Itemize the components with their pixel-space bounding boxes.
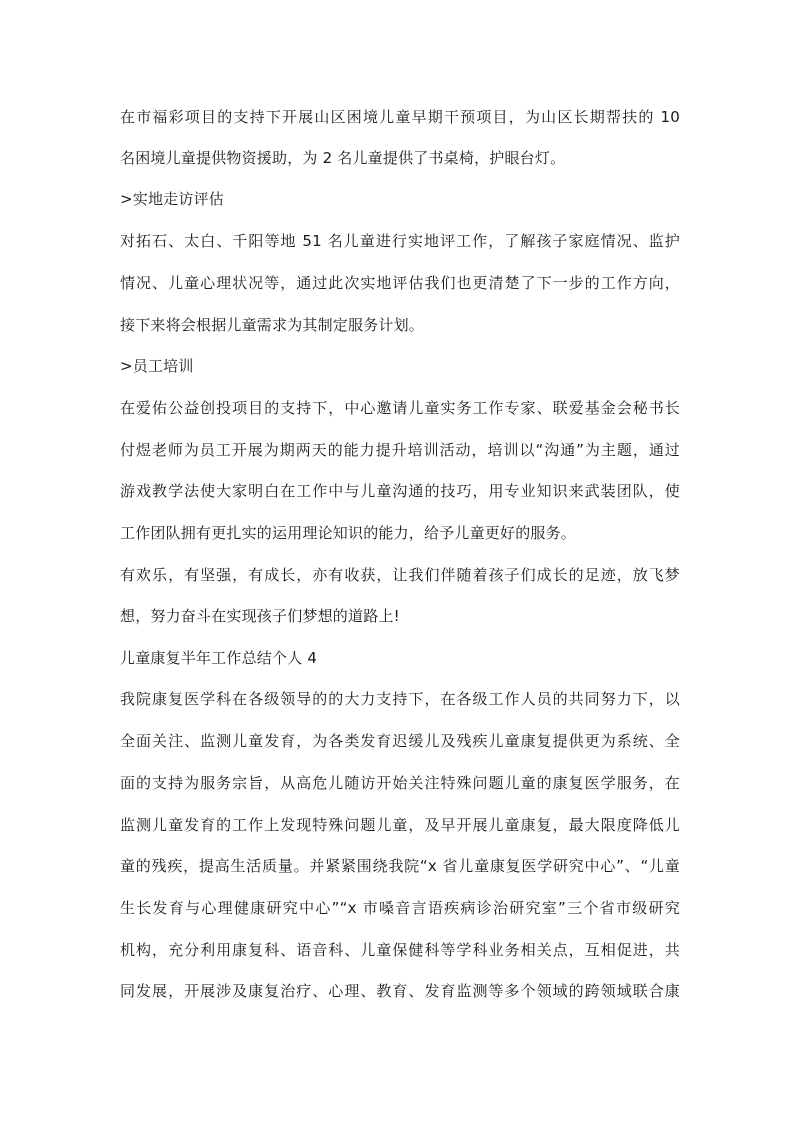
paragraph-line: 机构，充分利用康复科、语音科、儿童保健科等学科业务相关点，互相促进，共 [120,941,680,959]
paragraph-line: 游戏教学法使大家明白在工作中与儿童沟通的技巧，用专业知识来武装团队，使 [120,482,680,500]
paragraph-line: 监测儿童发育的工作上发现特殊问题儿童，及早开展儿童康复，最大限度降低儿 [120,816,680,834]
paragraph-line: 我院康复医学科在各级领导的的大力支持下，在各级工作人员的共同努力下，以 [120,690,680,708]
paragraph-line: 想，努力奋斗在实现孩子们梦想的道路上! [120,607,400,625]
paragraph-line: 全面关注、监测儿童发育，为各类发育迟缓儿及残疾儿童康复提供更为系统、全 [120,732,680,750]
section-heading-field-visit: >实地走访评估 [120,190,224,208]
paragraph-line: 在市福彩项目的支持下开展山区困境儿童早期干预项目，为山区长期帮扶的 10 [120,108,680,126]
section-heading-staff-training: >员工培训 [120,357,194,375]
paragraph-line: 在爱佑公益创投项目的支持下，中心邀请儿童实务工作专家、联爱基金会秘书长 [120,399,680,417]
paragraph-line: 名困境儿童提供物资援助，为 2 名儿童提供了书桌椅，护眼台灯。 [120,149,566,167]
paragraph-line: 生长发育与心理健康研究中心”“x 市嗓音言语疾病诊治研究室”三个省市级研究 [120,899,680,917]
paragraph-line: 对拓石、太白、千阳等地 51 名儿童进行实地评工作，了解孩子家庭情况、监护 [120,232,680,250]
paragraph-line: 接下来将会根据儿童需求为其制定服务计划。 [120,316,425,334]
paragraph-line: 面的支持为服务宗旨，从高危儿随访开始关注特殊问题儿童的康复医学服务，在 [120,774,680,792]
paragraph-line: 工作团队拥有更扎实的运用理论知识的能力，给予儿童更好的服务。 [120,524,577,542]
paragraph-line: 付煜老师为员工开展为期两天的能力提升培训活动，培训以“沟通”为主题，通过 [120,441,680,459]
paragraph-line: 同发展，开展涉及康复治疗、心理、教育、发育监测等多个领域的跨领域联合康 [120,982,680,1000]
section-title: 儿童康复半年工作总结个人 4 [120,649,318,667]
paragraph-line: 有欢乐，有坚强，有成长，亦有收获，让我们伴随着孩子们成长的足迹，放飞梦 [120,566,680,584]
paragraph-line: 情况、儿童心理状况等，通过此次实地评估我们也更清楚了下一步的工作方向， [120,274,680,292]
paragraph-line: 童的残疾，提高生活质量。并紧紧围绕我院“x 省儿童康复医学研究中心”、“儿童 [120,857,680,875]
